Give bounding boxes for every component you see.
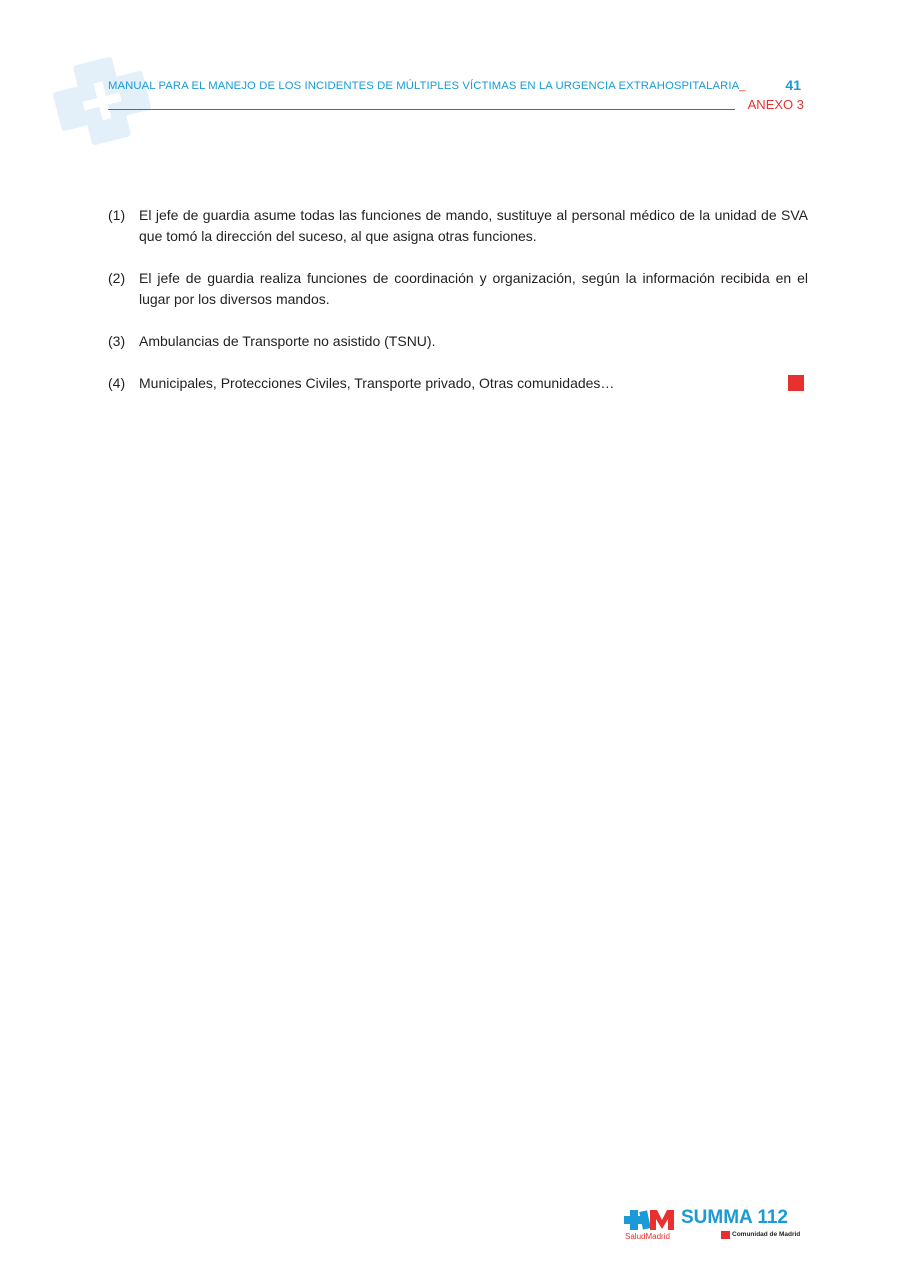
note-number: (4) bbox=[108, 375, 126, 391]
note-number: (2) bbox=[108, 270, 126, 286]
salud-madrid-logo-icon bbox=[622, 1208, 676, 1232]
comunidad-label: Comunidad de Madrid bbox=[732, 1231, 801, 1238]
summa-label: SUMMA 112 bbox=[681, 1207, 788, 1228]
note-number: (3) bbox=[108, 333, 126, 349]
section-label: ANEXO 3 bbox=[747, 97, 804, 112]
note-number: (1) bbox=[108, 207, 126, 223]
note-text: Ambulancias de Transporte no asistido (TSNU). bbox=[139, 333, 436, 349]
end-square-icon bbox=[788, 375, 804, 391]
cross-logo-icon bbox=[52, 54, 152, 148]
notes-list bbox=[108, 205, 808, 415]
header-title: MANUAL PARA EL MANEJO DE LOS INCIDENTES DE MÚLTIPLES VÍCTIMAS EN LA URGENCIA EXTRAHOSPITALARIA bbox=[108, 80, 740, 92]
note-text: Municipales, Protecciones Civiles, Transporte privado, Otras comunidades… bbox=[139, 375, 615, 391]
note-item bbox=[108, 205, 808, 247]
note-item bbox=[108, 373, 808, 394]
footer-logos bbox=[622, 1206, 812, 1246]
page-number: 41 bbox=[785, 77, 801, 93]
running-header bbox=[108, 80, 746, 92]
header-separator: _ bbox=[739, 80, 746, 92]
note-text: El jefe de guardia realiza funciones de coordinación y organización, según la información recibida en el lugar por los diversos mandos. bbox=[139, 270, 808, 307]
salud-madrid-label: SaludMadrid bbox=[625, 1232, 670, 1241]
comunidad-flag-icon bbox=[721, 1231, 730, 1239]
header-rule bbox=[108, 109, 735, 110]
note-text: El jefe de guardia asume todas las funciones de mando, sustituye al personal médico de la unidad de SVA que tomó la dirección del suceso, al que asigna otras funciones. bbox=[139, 207, 808, 244]
note-item bbox=[108, 331, 808, 352]
note-item bbox=[108, 268, 808, 310]
